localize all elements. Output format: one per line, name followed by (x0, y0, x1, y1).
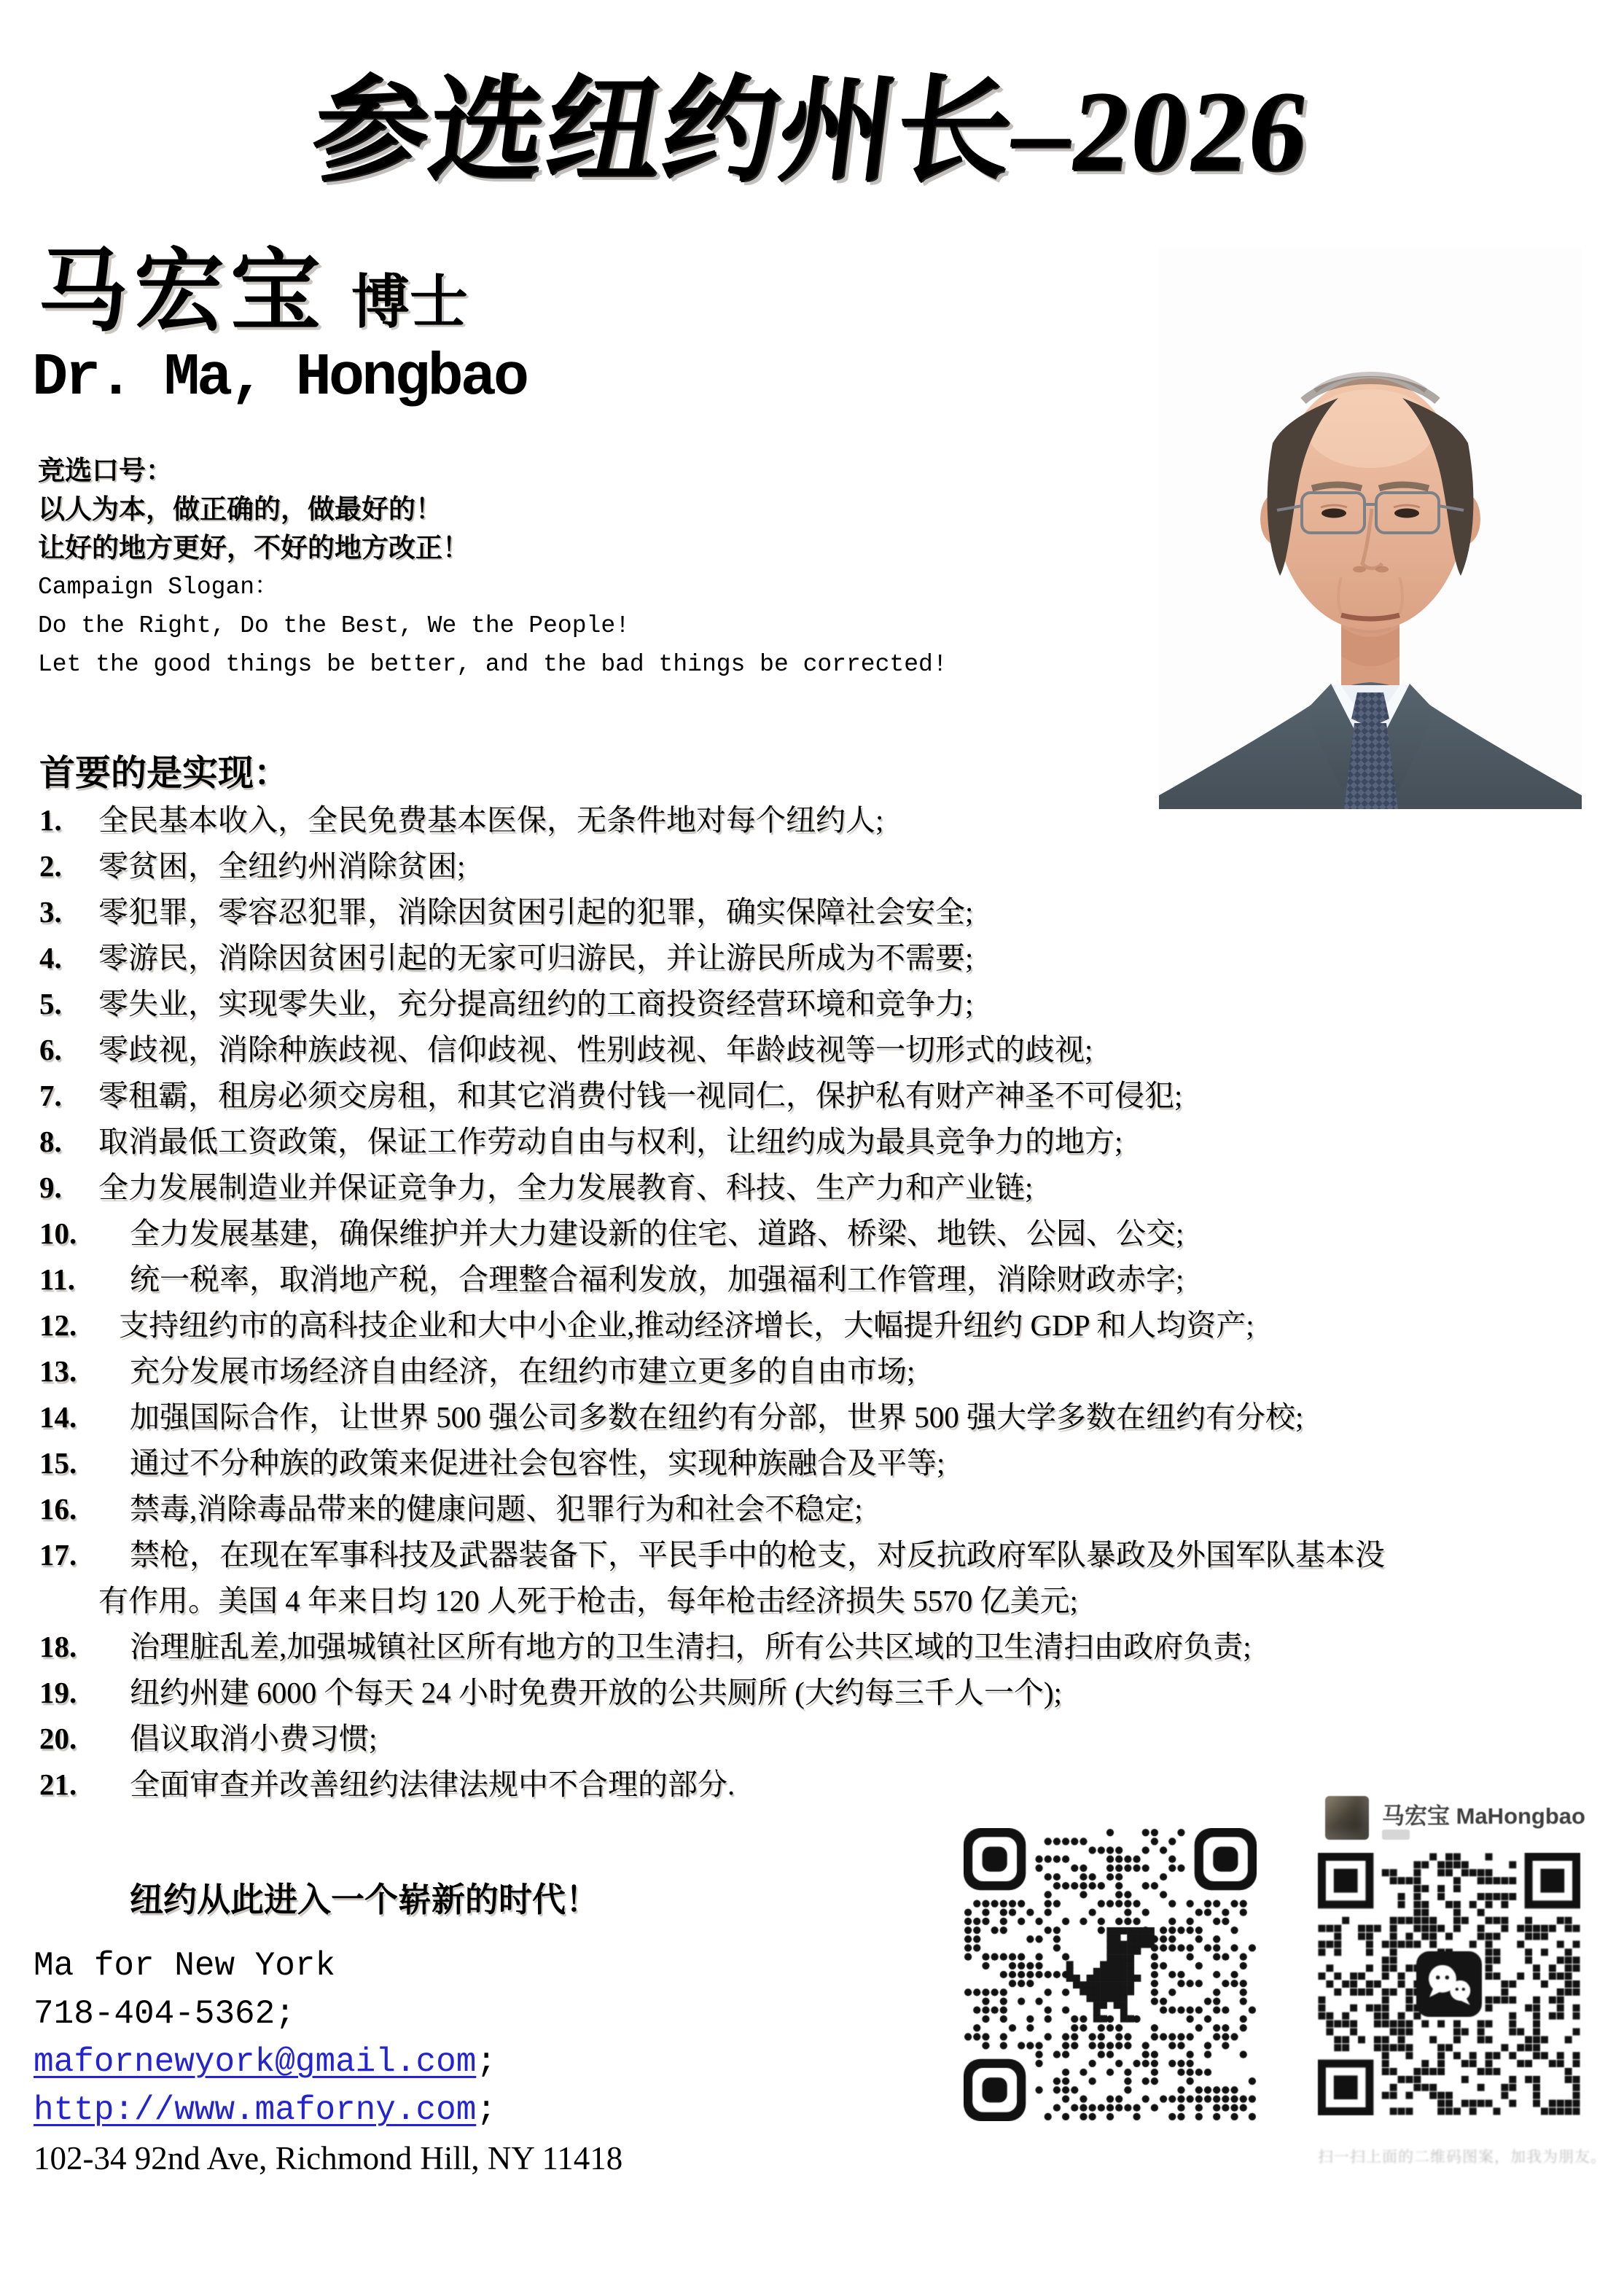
slogan-label-en: Campaign Slogan： (38, 574, 279, 601)
platform-item-6 (39, 1027, 1599, 1073)
item-number: 13. (39, 1354, 77, 1388)
platform-list (39, 797, 1599, 1808)
platform-item-15 (39, 1440, 1599, 1486)
wechat-region-badge (1382, 1830, 1410, 1840)
platform-item-11 (39, 1257, 1599, 1303)
website-link[interactable]: http://www.maforny.com (34, 2091, 477, 2129)
item-number: 14. (39, 1400, 77, 1434)
platform-item-16 (39, 1486, 1599, 1532)
slogan-line2-cn: 让好的地方更好，不好的地方改正！ (38, 534, 469, 563)
item-text: 零贫困，全纽约州消除贫困; (98, 849, 466, 883)
wechat-qr-code (1318, 1853, 1580, 2115)
platform-item-7 (39, 1073, 1599, 1119)
email-link[interactable]: mafornewyork@gmail.com (34, 2043, 477, 2081)
candidate-name-row (38, 219, 468, 348)
item-number: 21. (39, 1768, 77, 1801)
slogan-line2-en: Let the good things be better, and the bad things be corrected! (38, 651, 948, 678)
wechat-qr-caption: 扫一扫上面的二维码图案，加我为朋友。 (1318, 2149, 1607, 2166)
platform-item-10 (39, 1211, 1599, 1257)
item-text: 加强国际合作，让世界 500 强公司多数在纽约有分部，世界 500 强大学多数在纽约有分校; (130, 1400, 1304, 1434)
candidate-degree: 博士 (351, 271, 469, 335)
item-text: 支持纽约市的高科技企业和大中小企业,推动经济增长，大幅提升纽约 GDP 和人均资产; (119, 1308, 1254, 1342)
item-number: 16. (39, 1492, 77, 1526)
item-number: 9. (39, 1171, 62, 1204)
platform-item-2 (39, 843, 1599, 889)
platform-item-1 (39, 797, 1599, 843)
item-text: 全力发展基建，确保维护并大力建设新的住宅、道路、桥梁、地铁、公园、公交; (130, 1217, 1184, 1250)
platform-item-9 (39, 1165, 1599, 1211)
platform-item-17 (39, 1532, 1400, 1624)
item-text: 零歧视，消除种族歧视、信仰歧视、性别歧视、年龄歧视等一切形式的歧视; (98, 1033, 1093, 1066)
website-qr-code (964, 1828, 1257, 2121)
slogan-line1-en: Do the Right, Do the Best, We the People! (38, 612, 630, 639)
item-text: 禁枪，在现在军事科技及武器装备下，平民手中的枪支，对反抗政府军队暴政及外国军队基本没有作用。美国 4 年来日均 120 人死于枪击，每年枪击经济损失 5570 亿美元; (98, 1538, 1385, 1617)
item-number: 5. (39, 987, 62, 1020)
contact-block (34, 1942, 622, 2182)
candidate-name-cn: 马宏宝 (38, 242, 327, 342)
item-text: 全民基本收入，全民免费基本医保，无条件地对每个纽约人; (98, 803, 884, 837)
item-number: 8. (39, 1125, 62, 1158)
item-text: 通过不分种族的政策来促进社会包容性，实现种族融合及平等; (130, 1446, 945, 1480)
item-number: 15. (39, 1446, 77, 1480)
platform-item-5 (39, 981, 1599, 1027)
platform-item-3 (39, 889, 1599, 935)
page-title: 参选纽约州长–2026 (305, 68, 1316, 195)
item-text: 治理脏乱差,加强城镇社区所有地方的卫生清扫，所有公共区域的卫生清扫由政府负责; (130, 1630, 1252, 1663)
platform-item-12 (39, 1303, 1599, 1348)
item-number: 12. (39, 1308, 77, 1342)
item-text: 充分发展市场经济自由经济，在纽约市建立更多的自由市场; (130, 1354, 916, 1388)
wechat-avatar (1325, 1796, 1369, 1840)
item-text: 零失业，实现零失业，充分提高纽约的工商投资经营环境和竞争力; (98, 987, 974, 1020)
platform-item-4 (39, 935, 1599, 981)
website-row (34, 2086, 622, 2134)
platform-item-20 (39, 1716, 1599, 1762)
platform-item-19 (39, 1670, 1599, 1716)
email-row (34, 2038, 622, 2086)
phone-number: 718-404-5362; (34, 1995, 295, 2033)
item-number: 7. (39, 1079, 62, 1112)
item-number: 20. (39, 1722, 77, 1755)
email-suffix: ; (476, 2043, 496, 2081)
item-text: 全力发展制造业并保证竞争力，全力发展教育、科技、生产力和产业链; (98, 1171, 1034, 1204)
street-address: 102-34 92nd Ave, Richmond Hill, NY 11418 (34, 2140, 623, 2176)
item-number: 2. (39, 849, 62, 883)
platform-item-8 (39, 1119, 1599, 1165)
wechat-display-name: 马宏宝 MaHongbao (1382, 1803, 1585, 1829)
item-text: 全面审查并改善纽约法律法规中不合理的部分. (130, 1768, 735, 1801)
item-text: 零犯罪，零容忍犯罪，消除因贫困引起的犯罪，确实保障社会安全; (98, 895, 974, 929)
platform-item-14 (39, 1394, 1599, 1440)
closing-statement: 纽约从此进入一个崭新的时代！ (130, 1881, 599, 1918)
item-text: 零租霸，租房必须交房租，和其它消费付钱一视同仁，保护私有财产神圣不可侵犯; (98, 1079, 1183, 1112)
item-text: 零游民，消除因贫困引起的无家可归游民，并让游民所成为不需要; (98, 941, 974, 975)
item-number: 19. (39, 1676, 77, 1709)
platform-item-13 (39, 1348, 1599, 1394)
item-number: 11. (39, 1262, 75, 1296)
item-number: 4. (39, 941, 62, 975)
item-text: 统一税率，取消地产税，合理整合福利发放，加强福利工作管理，消除财政赤字; (130, 1262, 1184, 1296)
item-text: 取消最低工资政策，保证工作劳动自由与权利，让纽约成为最具竞争力的地方; (98, 1125, 1123, 1158)
wechat-card (1318, 1795, 1607, 2167)
candidate-photo (1159, 248, 1582, 809)
candidate-name-en: Dr. Ma, Hongbao (32, 344, 527, 412)
item-number: 1. (39, 803, 62, 837)
platform-item-18 (39, 1624, 1599, 1670)
item-number: 3. (39, 895, 62, 929)
slogan-block (38, 452, 948, 684)
item-number: 10. (39, 1217, 77, 1250)
item-number: 6. (39, 1033, 62, 1066)
item-text: 倡议取消小费习惯; (130, 1722, 378, 1755)
slogan-label-cn: 竞选口号： (38, 456, 173, 486)
item-text: 纽约州建 6000 个每天 24 小时免费开放的公共厕所 (大约每三千人一个); (130, 1676, 1062, 1709)
portrait-illustration (1159, 248, 1582, 809)
platform-heading: 首要的是实现： (39, 753, 290, 793)
item-number: 18. (39, 1630, 77, 1663)
slogan-line1-cn: 以人为本，做正确的，做最好的！ (38, 495, 442, 525)
campaign-org: Ma for New York (34, 1947, 336, 1985)
item-number: 17. (39, 1538, 77, 1572)
website-suffix: ; (476, 2091, 496, 2129)
item-text: 禁毒,消除毒品带来的健康问题、犯罪行为和社会不稳定; (130, 1492, 863, 1526)
wechat-card-header (1318, 1795, 1589, 1853)
